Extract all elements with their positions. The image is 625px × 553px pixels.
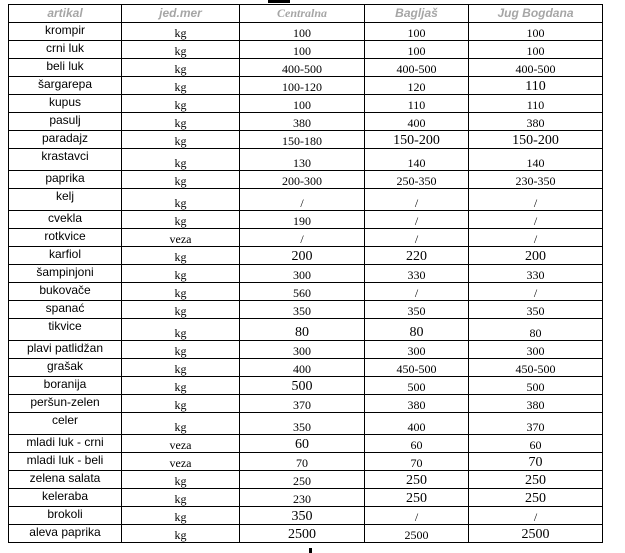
cell-jug-bogdana: 330 [469,265,603,283]
cell-bagljas: 100 [365,41,469,59]
table-row [9,131,603,149]
cell-jed-mer: kg [122,341,240,359]
cell-artikal: krompir [9,23,122,41]
cell-bagljas: 220 [365,247,469,265]
cell-centralna: 400 [240,359,365,377]
table-row [9,229,603,247]
price-sheet [8,4,602,543]
cell-jug-bogdana: 400-500 [469,59,603,77]
cell-bagljas: 250 [365,489,469,507]
cell-jug-bogdana: 380 [469,113,603,131]
cell-bagljas: 300 [365,341,469,359]
cell-bagljas: 100 [365,23,469,41]
cell-centralna: / [240,229,365,247]
cell-bagljas: 80 [365,319,469,341]
cell-jed-mer: kg [122,507,240,525]
table-row [9,395,603,413]
cell-artikal: beli luk [9,59,122,77]
cell-jug-bogdana: 250 [469,471,603,489]
cell-bagljas: 60 [365,435,469,453]
cell-jug-bogdana: 110 [469,77,603,95]
cell-artikal: pasulj [9,113,122,131]
cell-jug-bogdana: / [469,283,603,301]
table-row [9,171,603,189]
cell-bagljas: / [365,229,469,247]
cell-artikal: krastavci [9,149,122,171]
cell-jed-mer: kg [122,131,240,149]
cell-jed-mer: kg [122,77,240,95]
cell-jed-mer: kg [122,377,240,395]
header-row [9,5,603,23]
cell-artikal: kupus [9,95,122,113]
cell-centralna: 250 [240,471,365,489]
header-artikal: artikal [9,5,122,23]
header-jed-mer: jed.mer [122,5,240,23]
cell-bagljas: 140 [365,149,469,171]
cell-centralna: 560 [240,283,365,301]
cell-bagljas: 2500 [365,525,469,543]
cell-jed-mer: kg [122,189,240,211]
cell-artikal: aleva paprika [9,525,122,543]
cell-jed-mer: kg [122,319,240,341]
cell-artikal: boranija [9,377,122,395]
cell-centralna: 350 [240,413,365,435]
table-row [9,23,603,41]
cell-centralna: 100 [240,23,365,41]
cell-jed-mer: kg [122,171,240,189]
table-row [9,189,603,211]
table-row [9,319,603,341]
cell-bagljas: 120 [365,77,469,95]
cell-artikal: peršun-zelen [9,395,122,413]
cell-jed-mer: kg [122,301,240,319]
table-row [9,95,603,113]
cell-artikal: brokoli [9,507,122,525]
cell-artikal: cvekla [9,211,122,229]
table-row [9,283,603,301]
table-row [9,489,603,507]
cell-jed-mer: kg [122,395,240,413]
cell-centralna: 100-120 [240,77,365,95]
cell-artikal: celer [9,413,122,435]
cell-artikal: crni luk [9,41,122,59]
table-row [9,471,603,489]
header-jug-bogdana: Jug Bogdana [469,5,603,23]
cell-jug-bogdana: 380 [469,395,603,413]
cell-bagljas: / [365,283,469,301]
cell-jed-mer: kg [122,211,240,229]
cell-artikal: šampinjoni [9,265,122,283]
cell-centralna: 350 [240,301,365,319]
cell-bagljas: 150-200 [365,131,469,149]
cell-jed-mer: kg [122,413,240,435]
cell-jug-bogdana: 2500 [469,525,603,543]
cell-jug-bogdana: 230-350 [469,171,603,189]
cell-jug-bogdana: 110 [469,95,603,113]
cell-jed-mer: kg [122,95,240,113]
cell-jug-bogdana: 450-500 [469,359,603,377]
table-row [9,149,603,171]
cell-artikal: keleraba [9,489,122,507]
cell-artikal: bukovače [9,283,122,301]
cell-bagljas: 110 [365,95,469,113]
table-row [9,247,603,265]
cell-artikal: mladi luk - beli [9,453,122,471]
cell-jug-bogdana: 140 [469,149,603,171]
table-row [9,453,603,471]
cell-artikal: paprika [9,171,122,189]
cell-jug-bogdana: 350 [469,301,603,319]
cell-centralna: 200-300 [240,171,365,189]
cell-jug-bogdana: 300 [469,341,603,359]
cell-centralna: 370 [240,395,365,413]
cell-bagljas: 330 [365,265,469,283]
cell-jug-bogdana: 100 [469,41,603,59]
cell-jug-bogdana: 200 [469,247,603,265]
cell-bagljas: 380 [365,395,469,413]
cell-jug-bogdana: 100 [469,23,603,41]
cell-jed-mer: kg [122,525,240,543]
cell-bagljas: 400 [365,113,469,131]
cell-bagljas: 250-350 [365,171,469,189]
cell-jug-bogdana: 150-200 [469,131,603,149]
price-table [8,4,603,543]
cell-centralna: 400-500 [240,59,365,77]
cropped-text-bottom [309,548,312,553]
cell-centralna: 2500 [240,525,365,543]
cell-jed-mer: kg [122,265,240,283]
cell-jed-mer: kg [122,247,240,265]
table-row [9,265,603,283]
cell-centralna: 500 [240,377,365,395]
cell-jed-mer: kg [122,489,240,507]
cell-jed-mer: veza [122,229,240,247]
cell-centralna: 60 [240,435,365,453]
cell-jed-mer: kg [122,41,240,59]
cell-centralna: 300 [240,265,365,283]
cell-jed-mer: kg [122,23,240,41]
cell-jed-mer: veza [122,453,240,471]
cell-jed-mer: kg [122,113,240,131]
header-bagljas: Bagljaš [365,5,469,23]
cell-artikal: rotkvice [9,229,122,247]
cell-artikal: tikvice [9,319,122,341]
cell-jug-bogdana: 250 [469,489,603,507]
cell-jug-bogdana: 70 [469,453,603,471]
table-row [9,359,603,377]
cell-centralna: 380 [240,113,365,131]
cell-artikal: paradajz [9,131,122,149]
cell-centralna: / [240,189,365,211]
cell-jug-bogdana: / [469,507,603,525]
table-row [9,59,603,77]
cell-artikal: spanać [9,301,122,319]
cell-jed-mer: kg [122,149,240,171]
cell-centralna: 300 [240,341,365,359]
cell-jed-mer: veza [122,435,240,453]
cell-jed-mer: kg [122,471,240,489]
cell-artikal: zelena salata [9,471,122,489]
cell-bagljas: 350 [365,301,469,319]
cell-artikal: šargarepa [9,77,122,95]
cell-jug-bogdana: / [469,189,603,211]
cell-jed-mer: kg [122,59,240,77]
cell-jug-bogdana: 80 [469,319,603,341]
cell-centralna: 150-180 [240,131,365,149]
table-row [9,41,603,59]
cell-artikal: karfiol [9,247,122,265]
cell-centralna: 100 [240,41,365,59]
cell-artikal: plavi patlidžan [9,341,122,359]
table-row [9,211,603,229]
cell-jug-bogdana: / [469,229,603,247]
cell-artikal: kelj [9,189,122,211]
cell-bagljas: 400 [365,413,469,435]
cell-centralna: 130 [240,149,365,171]
cell-centralna: 100 [240,95,365,113]
cell-bagljas: / [365,507,469,525]
table-row [9,113,603,131]
cell-bagljas: 250 [365,471,469,489]
cell-jug-bogdana: / [469,211,603,229]
cell-centralna: 80 [240,319,365,341]
cell-artikal: grašak [9,359,122,377]
table-row [9,301,603,319]
cell-centralna: 200 [240,247,365,265]
cell-bagljas: 70 [365,453,469,471]
cell-jed-mer: kg [122,359,240,377]
table-row [9,507,603,525]
cell-bagljas: 400-500 [365,59,469,77]
cell-bagljas: 500 [365,377,469,395]
cell-centralna: 70 [240,453,365,471]
cell-jug-bogdana: 370 [469,413,603,435]
table-row [9,435,603,453]
cell-bagljas: / [365,189,469,211]
table-row [9,77,603,95]
cell-jug-bogdana: 60 [469,435,603,453]
cell-jug-bogdana: 500 [469,377,603,395]
table-row [9,413,603,435]
cell-bagljas: / [365,211,469,229]
cell-centralna: 350 [240,507,365,525]
cell-jed-mer: kg [122,283,240,301]
cell-artikal: mladi luk - crni [9,435,122,453]
table-row [9,525,603,543]
table-row [9,377,603,395]
cell-centralna: 190 [240,211,365,229]
cropped-text-top [268,0,290,3]
header-centralna: Centralna [240,5,365,23]
cell-bagljas: 450-500 [365,359,469,377]
table-row [9,341,603,359]
cell-centralna: 230 [240,489,365,507]
